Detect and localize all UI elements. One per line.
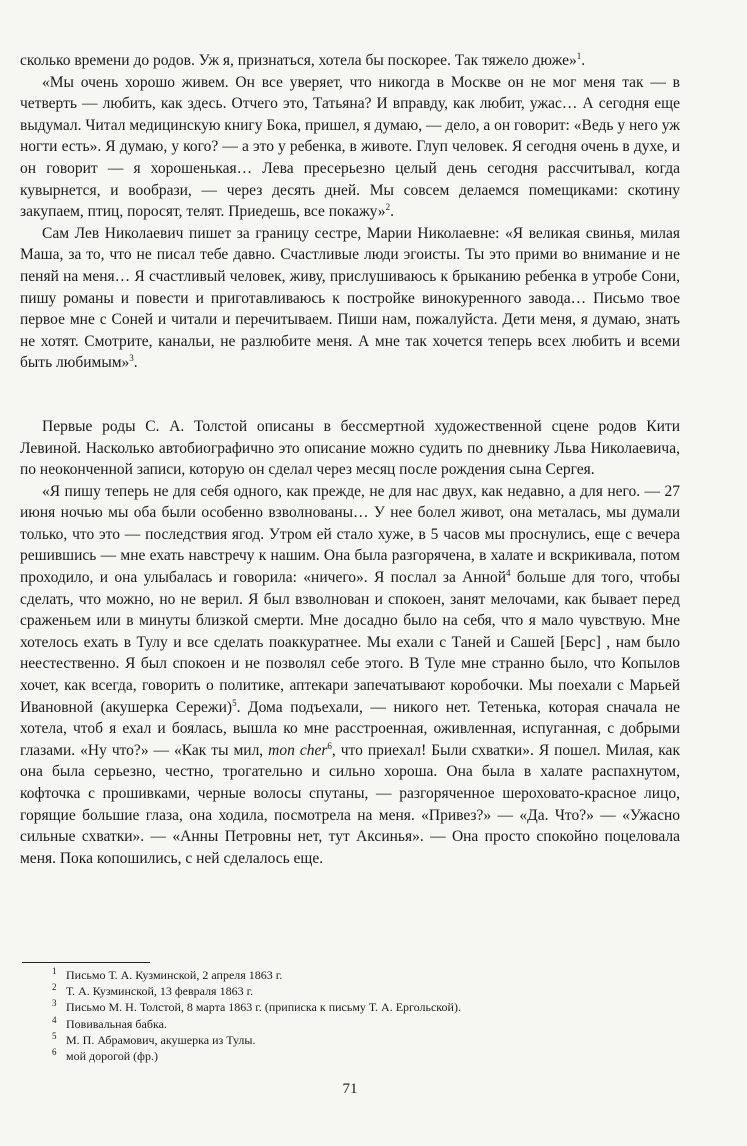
text-run: , что приехал! Были схватки». Я пошел. Милая, как она была серьезно, честно, трогательно и сильно хороша. Она была в халате распахнутом, кофточка с прошивками, черные волосы спутаны, — разгоряченное шероховато-красное лицо, горящие большие глаза, она ходила, посмотрела на меня. «Привез?» — «Да. Что?» — «Ужасно сильные схватки». — «Анны Петровны нет, тут Аксинья». — Она просто спокойно поцеловала меня. Пока копошились, с ней сделалось еще. — [20, 741, 680, 867]
footnote-ref: 5 — [232, 697, 237, 708]
footnote-ref: 1 — [576, 50, 582, 61]
text-run: «Мы очень хорошо живем. Он все уверяет, что никогда в Москве он не мог меня так — в четверть — любить, как здесь. Отчего это, Татьяна? И вправду, как любит, ужас… А сегодня еще выдумал. Читал медицинскую книгу Бока, пришел, я думаю, — дело, а он говорит: «Ведь у него уж ногти есть». Я думаю, у кого? — а это у ребенка, в животе. Глуп человек. Я сегодня очень в духе, и он говорит — я хорошенькая… Лева пресерьезно целый день сегодня рассчитывал, когда кувырнется, и вообрази, — через десять дней. Мы совсем делаемся помещиками: скотину закупаем, птиц, поросят, телят. Приедешь, все покажу» — [20, 73, 680, 221]
text-run: сколько времени до родов. Уж я, признаться, хотела бы поскорее. Так тяжело дюже» — [20, 52, 577, 69]
footnote: 6 мой дорогой (фр.) — [52, 1047, 158, 1064]
footnote-text: Письмо Т. А. Кузминской, 2 апреля 1863 г. — [66, 968, 283, 982]
text-run: . Дома подъехали, — никого нет. Тетенька, которая сначала не хотела, чтоб я ехал и боялась, вышла ко мне расстроенная, оживленная, испуганная, с добрыми глазами. «Ну что?» — «Как ты мил, — [20, 698, 680, 759]
footnote: 1 Письмо Т. А. Кузминской, 2 апреля 1863 г. — [52, 966, 283, 982]
section-gap — [20, 374, 680, 416]
footnote: 4 Повивальная бабка. — [52, 1014, 167, 1031]
footnote-text: Повивальная бабка. — [66, 1016, 167, 1031]
text-run: «Я пишу теперь не для себя одного, как прежде, не для нас двух, как недавно, а для него. — 27 июня ночью мы оба были особенно взволнованы… У нее болел живот, она металась, мы думали только, что это — последствия ягод. Утром ей стало хуже, в 5 часов мы проснулись, еще с вечера решившись — мне ехать навстречу к нашим. Она была разгорячена, в халате и вскрикивала, потом проходило, и она улыбалась и говорила: «ничего». Я послал за Анной — [20, 482, 680, 587]
footnote: 3 Письмо М. Н. Толстой, 8 марта 1863 г. (приписка к письму Т. А. Ергольской). — [52, 998, 461, 1015]
text-run: . — [390, 203, 394, 221]
footnotes — [52, 967, 652, 1064]
text-run: . — [133, 354, 138, 372]
footnote-ref: 2 — [385, 202, 391, 212]
footnote: 2 Т. А. Кузминской, 13 февраля 1863 г. — [52, 982, 254, 999]
footnote-ref: 6 — [327, 740, 332, 751]
footnote-text: Письмо М. Н. Толстой, 8 марта 1863 г. (приписка к письму Т. А. Ергольской). — [66, 1000, 461, 1015]
text-run: больше для того, чтобы сделать, что можно, но не верил. Я был взволнован и спокоен, занят мелочами, как бывает перед сраженьем или в минуты близкой смерти. Мне досадно было на себя, что я мало чувствую. Мне хотелось ехать в Тулу и все сделать поаккуратнее. Мы ехали с Таней и Сашей [Берс] , нам было неестественно. Я был спокоен и не позволял себе этого. В Туле мне странно было, что Копылов хочет, как всегда, говорить о политике, аптекари запечатывают коробочки. Мы поехали с Марьей Ивановной (акушерка Сережи) — [20, 569, 680, 716]
body-text — [20, 50, 680, 869]
text-run: . — [581, 52, 586, 69]
paragraph — [20, 481, 680, 870]
footnote-text: М. П. Абрамович, акушерка из Тулы. — [66, 1032, 256, 1047]
footnote-text: Т. А. Кузминской, 13 февраля 1863 г. — [66, 984, 254, 999]
text-run: Первые роды С. А. Толстой описаны в бессмертной художественной сцене родов Кити Левиной. Насколько автобиографично это описание можно судить по дневнику Льва Николаевича, по неоконченной записи, которую он сделал через месяц после рождения сына Сергея. — [20, 417, 680, 479]
paragraph — [20, 416, 680, 481]
footnote: 5 М. П. Абрамович, акушерка из Тулы. — [52, 1030, 256, 1047]
footnote-ref: 4 — [506, 567, 511, 578]
paragraph — [20, 223, 680, 374]
italic-text: mon cher — [268, 741, 328, 759]
footnote-text: мой дорогой (фр.) — [66, 1049, 158, 1064]
paragraph — [20, 50, 680, 72]
footnote-ref: 3 — [129, 353, 134, 364]
paragraph — [20, 72, 680, 223]
footnote-divider — [22, 962, 150, 963]
text-run: Сам Лев Николаевич пишет за границу сестре, Марии Николаевне: «Я великая свинья, милая Маша, за то, что не писал тебе давно. Счастливые люди эгоисты. Ты это прими во внимание и не пеняй на меня… Я счастливый человек, живу, прислушиваюсь к брыканию ребенка в утробе Сони, пишу романы и повести и приготавливаюсь к постройке винокуренного завода… Письмо твое первое мне с Соней и читали и перечитываем. Пиши нам, пожалуйста. Дети меня, я думаю, знать не хотят. Смотрите, канальи, не разлюбите меня. А мне так хочется теперь всех любить и всеми быть любимым» — [20, 224, 680, 372]
page-number: 71 — [342, 1081, 358, 1097]
